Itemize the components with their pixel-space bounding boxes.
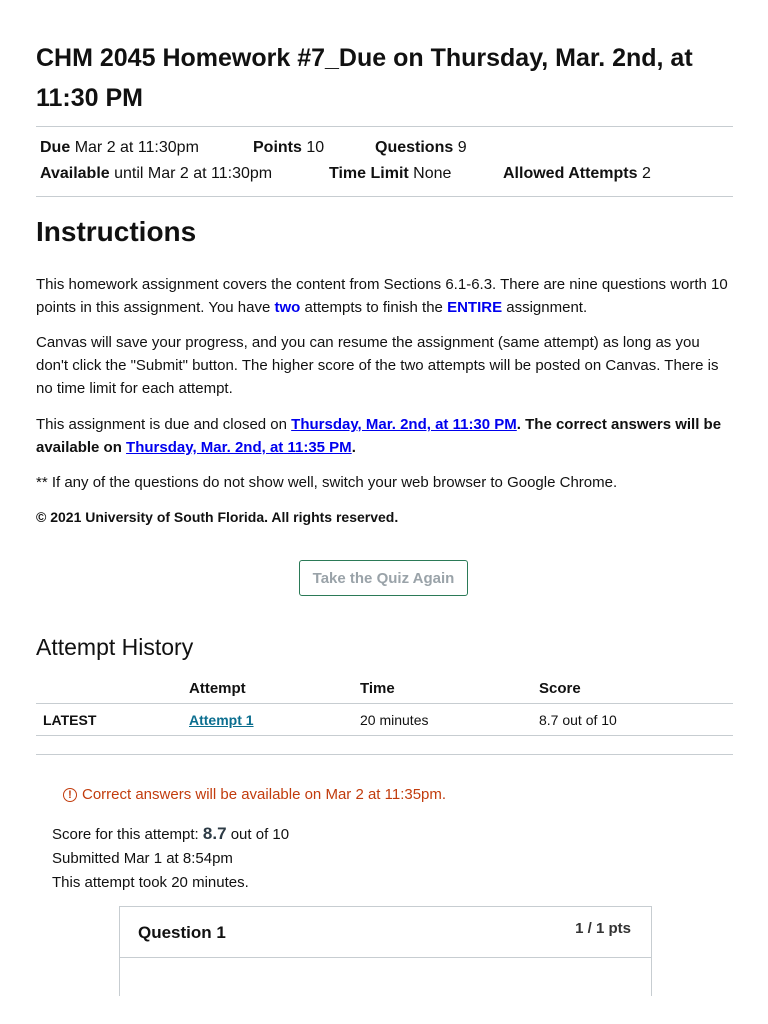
question-header — [120, 907, 651, 958]
question-card — [119, 906, 652, 996]
attempt-summary — [52, 822, 289, 895]
instructions-paragraph-4: ** If any of the questions do not show well, switch your web browser to Google Chrome. — [36, 474, 618, 491]
score-prefix: Score for this attempt: — [52, 826, 203, 843]
table-row — [36, 704, 733, 736]
submitted-line: Submitted Mar 1 at 8:54pm — [52, 850, 233, 867]
p1-text-c: assignment. — [502, 299, 588, 316]
attempt-history-heading: Attempt History — [36, 634, 194, 660]
points-value: 10 — [306, 139, 325, 156]
p3-text-a: This assignment is due and closed on — [36, 416, 292, 433]
meta-points — [253, 139, 324, 157]
questions-value: 9 — [457, 139, 467, 156]
warning-icon: ! — [63, 788, 77, 802]
question-points: 1 / 1 pts — [575, 920, 631, 937]
time-limit-value: None — [413, 165, 452, 182]
meta-time-limit — [329, 165, 451, 183]
meta-available — [40, 165, 272, 183]
meta-questions — [375, 139, 467, 157]
points-label: Points — [253, 139, 302, 156]
score-line — [52, 822, 289, 847]
p3-text-b: . The correct answers will be available on — [36, 416, 722, 456]
question-title: Question 1 — [138, 923, 226, 942]
instructions-paragraph-1 — [36, 273, 733, 319]
due-label: Due — [40, 139, 71, 156]
take-quiz-again-button[interactable]: Take the Quiz Again — [299, 560, 468, 596]
due-value: Mar 2 at 11:30pm — [74, 139, 199, 156]
available-value: until Mar 2 at 11:30pm — [114, 165, 273, 182]
section-divider — [36, 754, 733, 755]
col-attempt: Attempt — [189, 679, 246, 697]
col-tag — [36, 673, 189, 704]
copyright-notice: © 2021 University of South Florida. All rights reserved. — [36, 509, 399, 525]
time-limit-label: Time Limit — [329, 165, 409, 182]
meta-due — [40, 139, 199, 157]
questions-label: Questions — [375, 139, 454, 156]
score-value: 8.7 — [202, 824, 227, 843]
allowed-attempts-label: Allowed Attempts — [503, 165, 638, 182]
meta-allowed-attempts — [503, 165, 651, 183]
instructions-heading: Instructions — [36, 216, 197, 247]
answers-date-link[interactable]: Thursday, Mar. 2nd, at 11:35 PM — [126, 439, 352, 456]
instructions-paragraph-2: Canvas will save your progress, and you can resume the assignment (same attempt) as long as you don't click the "Submit" button. The higher score of the two attempts will be posted on Canvas. There is no time limit for each attempt. — [36, 334, 719, 397]
instructions-paragraph-3 — [36, 413, 733, 459]
due-date-link[interactable]: Thursday, Mar. 2nd, at 11:30 PM — [291, 416, 517, 433]
attempt-1-link[interactable]: Attempt 1 — [189, 711, 254, 728]
p1-emphasis-two: two — [274, 299, 301, 316]
table-header-row — [36, 673, 733, 704]
attempt-time: 20 minutes — [360, 704, 539, 736]
attempt-score: 8.7 out of 10 — [539, 704, 733, 736]
page-title: CHM 2045 Homework #7_Due on Thursday, Mar. 2nd, at 11:30 PM — [36, 44, 693, 112]
latest-tag: LATEST — [36, 704, 189, 736]
allowed-attempts-value: 2 — [641, 165, 651, 182]
p3-text-c: . — [351, 439, 356, 456]
col-score: Score — [539, 679, 581, 697]
answers-availability-notice — [63, 786, 446, 803]
available-label: Available — [40, 165, 110, 182]
p1-emphasis-entire: ENTIRE — [447, 299, 503, 316]
p1-text-a: This homework assignment covers the content from Sections 6.1-6.3. There are nine questions worth 10 points in this assignment. You have — [36, 276, 728, 316]
notice-text: Correct answers will be available on Mar 2 at 11:35pm. — [82, 786, 447, 803]
duration-line: This attempt took 20 minutes. — [52, 874, 249, 891]
col-time: Time — [360, 679, 395, 697]
p1-text-b: attempts to finish the — [300, 299, 448, 316]
quiz-meta — [36, 126, 733, 197]
score-suffix: out of 10 — [226, 826, 290, 843]
attempt-history-table — [36, 673, 733, 736]
